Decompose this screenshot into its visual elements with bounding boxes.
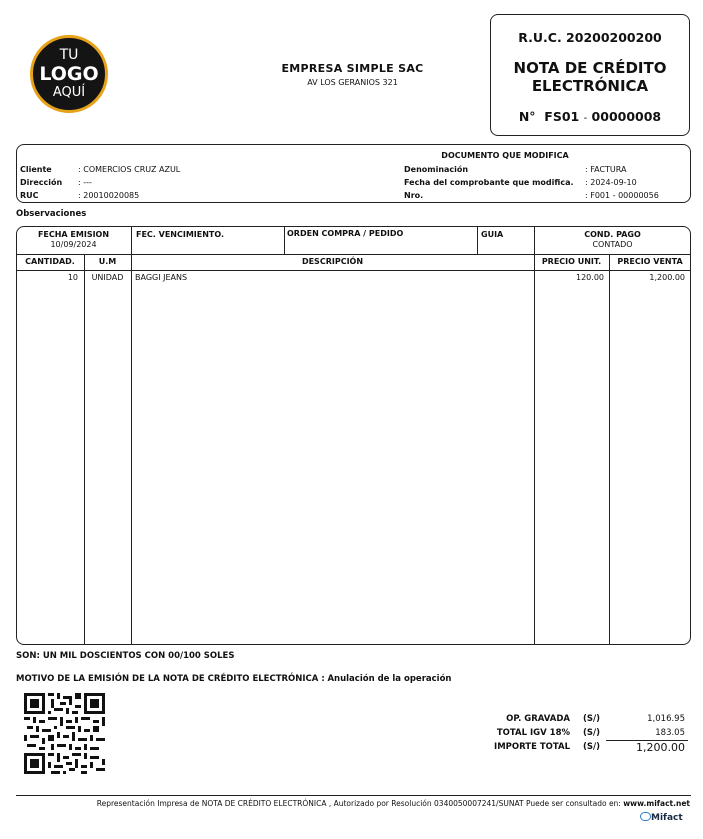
cliente-value: : COMERCIOS CRUZ AZUL — [78, 165, 181, 174]
fecha-emision-value: 10/09/2024 — [50, 240, 97, 249]
direccion-value: : --- — [78, 178, 92, 187]
fecha-emision-label: FECHA EMISION — [37, 230, 110, 239]
company-address: AV LOS GERANIOS 321 — [307, 78, 398, 87]
company-logo — [30, 35, 108, 113]
denominacion-value: : FACTURA — [585, 165, 627, 174]
items-table — [16, 226, 691, 645]
document-title — [491, 59, 689, 95]
cond-pago-value: CONTADO — [592, 240, 633, 249]
total-igv-value: 183.05 — [655, 728, 685, 738]
denominacion-label: Denominación — [404, 165, 469, 174]
company-name: EMPRESA SIMPLE SAC — [281, 62, 424, 75]
logo-line1: TU — [59, 47, 79, 63]
mifact-cloud-icon — [640, 812, 651, 821]
motivo-label: MOTIVO DE LA EMISIÓN DE LA NOTA DE CRÉDITO ELECTRÓNICA : — [16, 674, 325, 684]
orden-compra-label: ORDEN COMPRA / PEDIDO — [287, 229, 404, 238]
total-igv-currency: (S/) — [583, 728, 600, 738]
footer-legal-text — [0, 799, 690, 808]
logo-line3: AQUÍ — [52, 85, 86, 100]
document-title-line1: NOTA DE CRÉDITO — [513, 59, 667, 77]
footer-text: Representación Impresa de NOTA DE CRÉDITO ELECTRÓNICA , Autorizado por Resolución 0340050007241/SUNAT Puede ser consultado en: — [96, 799, 621, 808]
mifact-brand: Mifact — [651, 813, 683, 823]
document-number — [491, 109, 689, 124]
nro-label: Nro. — [404, 191, 424, 200]
header-row-border — [17, 270, 690, 271]
client-ruc-label: RUC — [20, 191, 39, 200]
col-cantidad-header: CANTIDAD. — [25, 257, 75, 266]
cliente-label: Cliente — [20, 165, 52, 174]
motivo-value: Anulación de la operación — [327, 674, 452, 684]
document-correlative: 00000008 — [591, 109, 662, 124]
amount-in-words: SON: UN MIL DOSCIENTOS CON 00/100 SOLES — [16, 651, 235, 661]
info-row-border — [17, 254, 690, 255]
op-gravada-label: OP. GRAVADA — [506, 714, 570, 724]
cond-pago-label: COND. PAGO — [584, 230, 641, 239]
document-id-box — [490, 14, 690, 136]
vencimiento-label: FEC. VENCIMIENTO. — [136, 230, 225, 239]
footer-divider — [16, 795, 691, 796]
row-descripcion: BAGGI JEANS — [135, 273, 188, 282]
row-precio-unit: 120.00 — [576, 273, 604, 282]
column-divider — [534, 254, 535, 644]
row-precio-venta: 1,200.00 — [649, 273, 685, 282]
issuer-ruc: R.U.C. 20200200200 — [518, 30, 662, 45]
importe-total-currency: (S/) — [583, 742, 600, 752]
fecha-modifica-label: Fecha del comprobante que modifica. — [404, 178, 574, 187]
col-precio-unit-header: PRECIO UNIT. — [541, 257, 602, 266]
footer-url[interactable]: www.mifact.net — [623, 799, 690, 808]
modifies-heading: DOCUMENTO QUE MODIFICA — [441, 151, 569, 160]
mifact-logo — [640, 812, 683, 823]
col-precio-venta-header: PRECIO VENTA — [617, 257, 683, 266]
importe-total-label: IMPORTE TOTAL — [494, 742, 570, 752]
col-um-header: U.M — [98, 257, 117, 266]
row-cantidad: 10 — [67, 273, 78, 282]
column-divider — [131, 254, 132, 644]
logo-line2: LOGO — [39, 63, 99, 85]
fecha-modifica-value: : 2024-09-10 — [585, 178, 637, 187]
op-gravada-currency: (S/) — [583, 714, 600, 724]
observaciones-label: Observaciones — [16, 209, 87, 219]
qr-code — [24, 693, 105, 774]
info-divider — [284, 227, 285, 254]
info-divider — [131, 227, 132, 254]
col-descripcion-header: DESCRIPCIÓN — [301, 257, 364, 266]
column-divider — [84, 254, 85, 644]
column-divider — [609, 254, 610, 644]
info-divider — [477, 227, 478, 254]
direccion-label: Dirección — [20, 178, 63, 187]
company-header — [230, 62, 475, 87]
row-um: UNIDAD — [91, 273, 124, 282]
nro-value: : F001 - 00000056 — [585, 191, 659, 200]
importe-total-value: 1,200.00 — [636, 741, 685, 754]
document-series: FS01 — [544, 109, 580, 124]
document-title-line2: ELECTRÓNICA — [531, 77, 649, 95]
number-dash: - — [583, 113, 588, 124]
op-gravada-value: 1,016.95 — [647, 714, 685, 724]
total-igv-label: TOTAL IGV 18% — [496, 728, 570, 738]
motivo-emision — [16, 674, 451, 684]
number-prefix: N° — [518, 109, 536, 124]
client-ruc-value: : 20010020085 — [78, 191, 140, 200]
guia-label: GUIA — [481, 230, 504, 239]
